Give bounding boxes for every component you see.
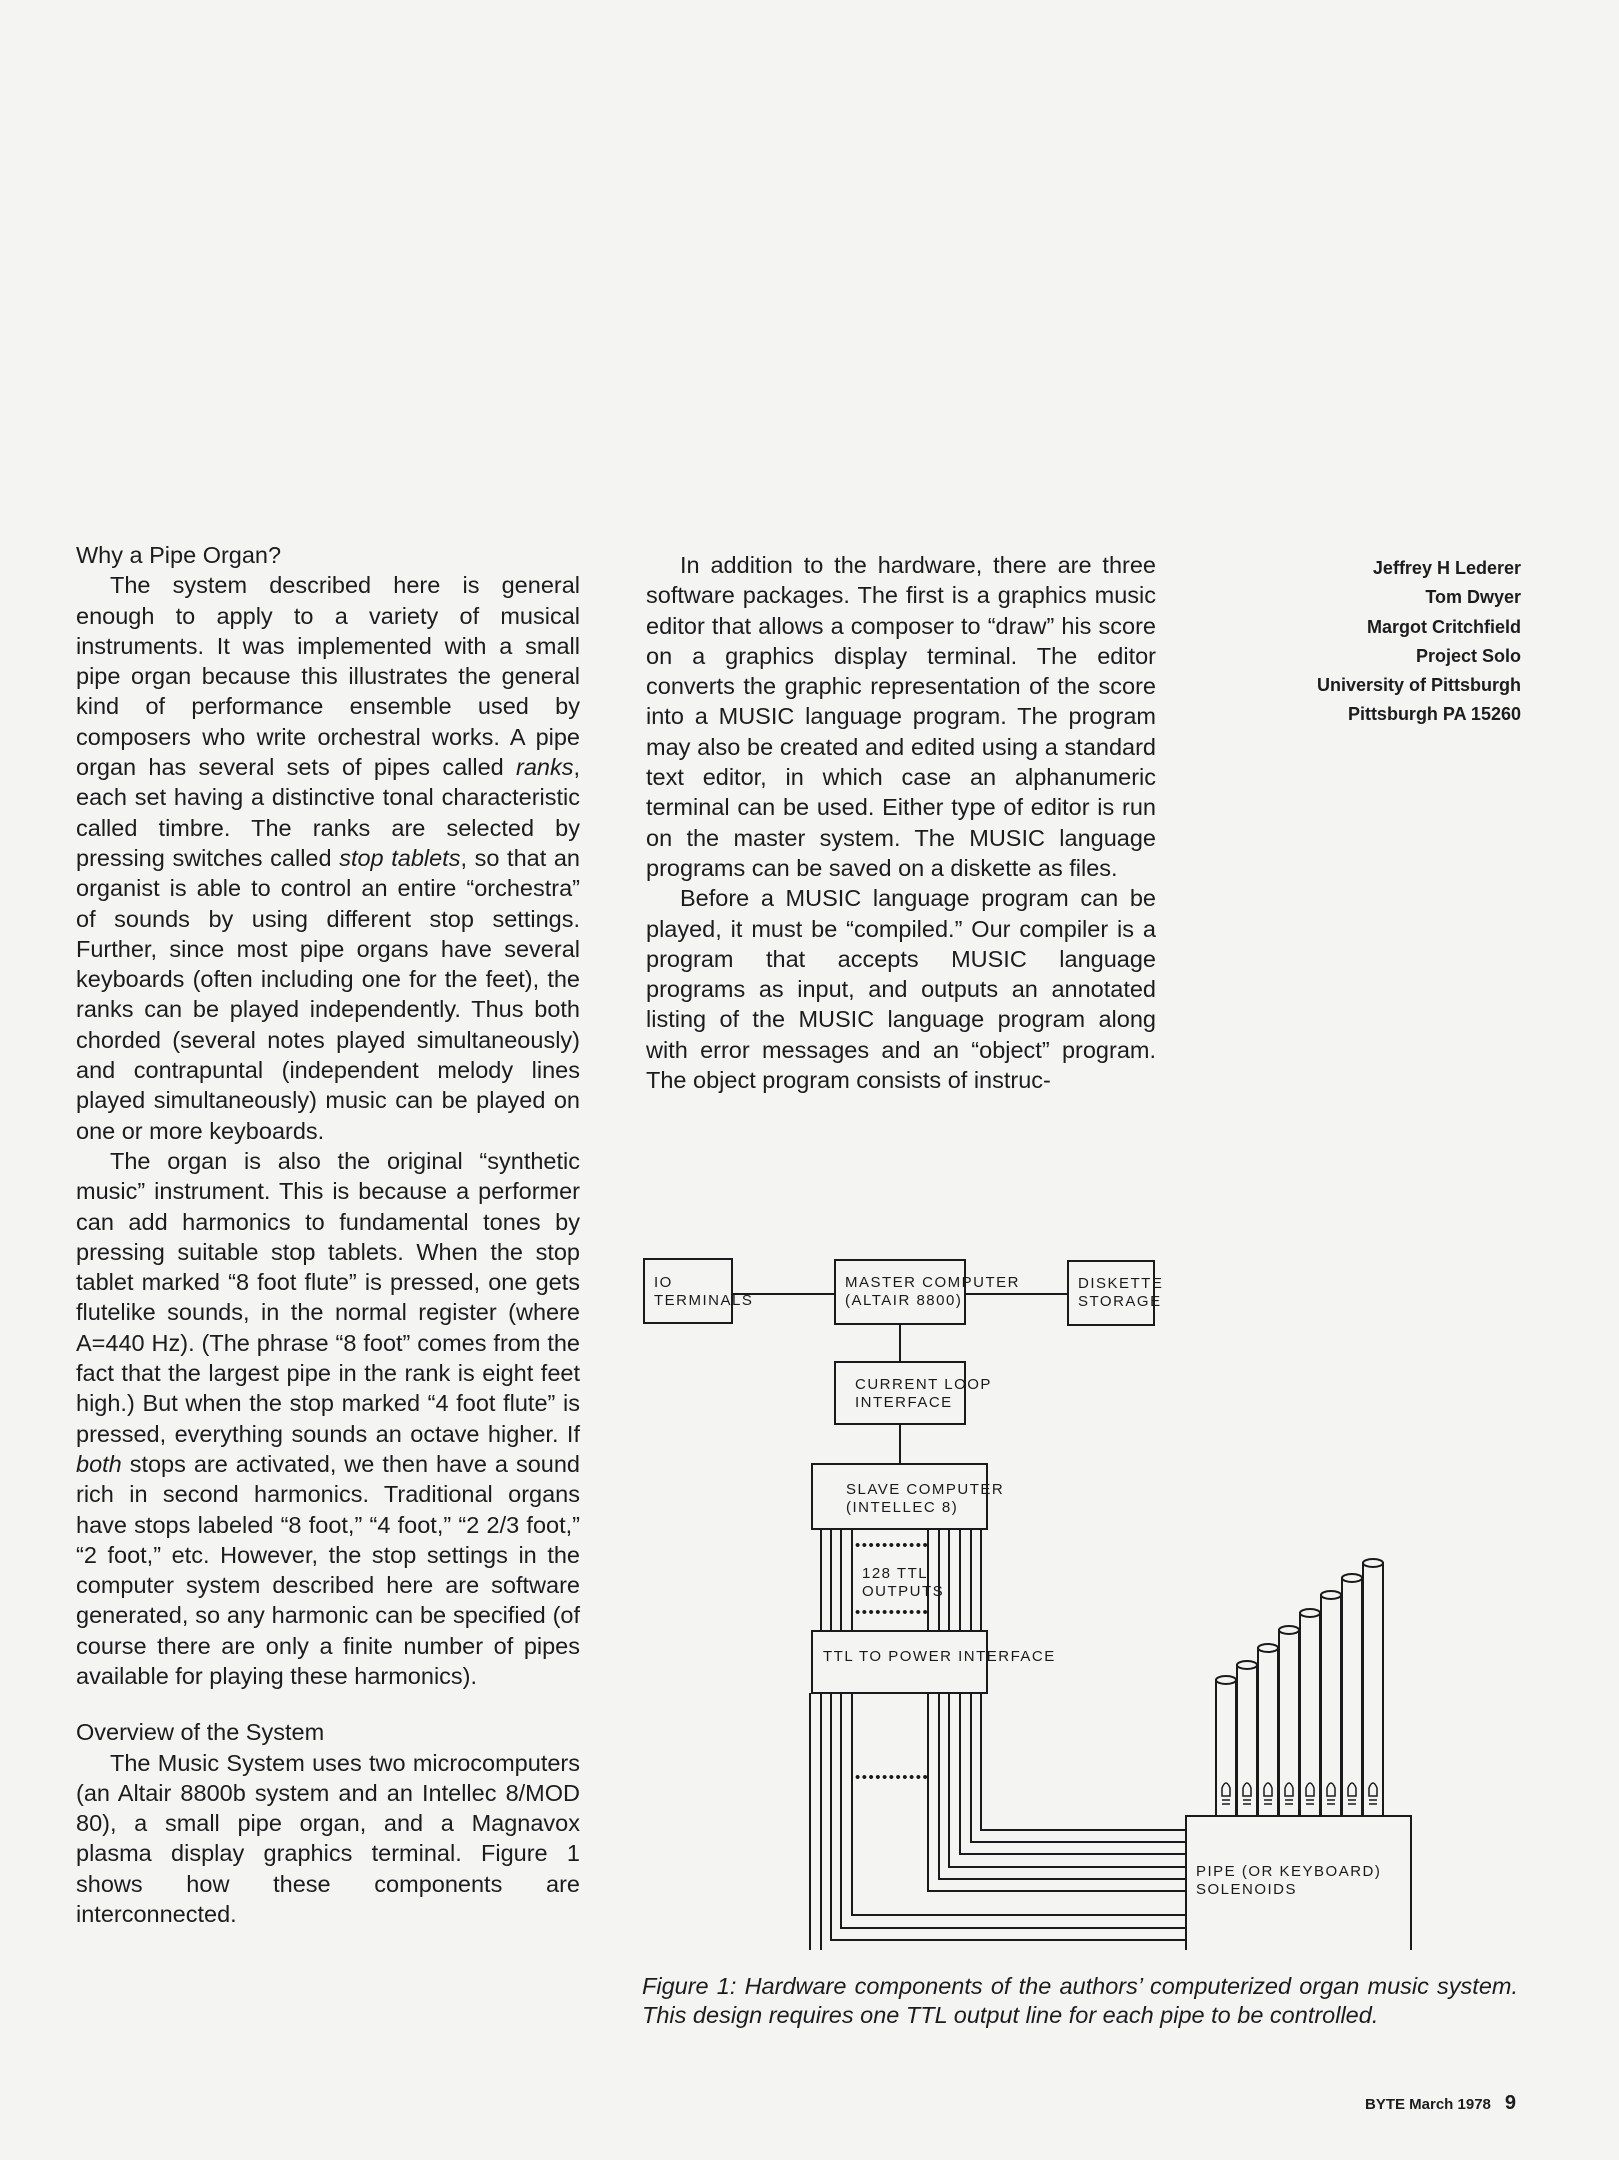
- paragraph: [76, 1146, 580, 1691]
- io-terminals-box: [644, 1259, 732, 1323]
- paragraph: The Music System uses two microcomputers (an Altair 8800b system and an Intellec 8/MOD 80), a small pipe organ, and a Magnavox plasma display graphics terminal. Figure 1 shows how these components are interconnected.: [76, 1749, 580, 1928]
- organ-pipes: [1216, 1559, 1383, 1816]
- current-loop-box: [835, 1362, 965, 1424]
- ttl-outputs-label: OUTPUTS: [862, 1583, 945, 1600]
- ttl-outputs-label: 128 TTL: [862, 1565, 929, 1582]
- author-affiliation: University of Pittsburgh: [1316, 675, 1521, 696]
- author-name: Tom Dwyer: [1425, 587, 1521, 608]
- author-affiliation: Project Solo: [1415, 645, 1521, 666]
- solenoids-label: PIPE (OR KEYBOARD): [1196, 1863, 1382, 1880]
- article-column-middle: [646, 550, 1156, 1095]
- paragraph: [76, 570, 580, 1146]
- paragraph-text: stops are activated, we then have a sound rich in second harmonics. Traditional organs have stops labeled “8 foot,” “4 foot,” “2 2/3 foot,” “2 foot,” etc. However, the stop settings in the computer system described here are software generated, so any harmonic can be specified (of course there are only a finite number of pipes available for playing these harmonics).: [76, 1450, 580, 1689]
- dots-separator: •••••••••••: [855, 1769, 930, 1786]
- author-name: Margot Critchfield: [1366, 616, 1521, 637]
- section-heading-why-pipe-organ: Why a Pipe Organ?: [76, 542, 282, 568]
- paragraph: In addition to the hardware, there are three software packages. The first is a graphics music editor that allows a composer to “draw” his score on a graphics display terminal. The editor converts the graphic representation of the score into a MUSIC language program. The program may also be created and edited using a standard text editor, in which case an alphanumeric terminal can be used. Either type of editor is run on the master system. The MUSIC language programs can be saved on a diskette as files.: [646, 552, 1156, 881]
- master-computer-label: MASTER COMPUTER: [845, 1274, 1021, 1291]
- author-address: Pittsburgh PA 15260: [1347, 704, 1521, 725]
- diskette-label: DISKETTE: [1078, 1275, 1164, 1292]
- paragraph-text: The organ is also the original “synthetic music” instrument. This is because a performer can add harmonics to fundamental tones by pressing suitable stop tablets. When the stop tablet marked “8 foot flute” is pressed, one gets flutelike sounds, in the normal register (where A=440 Hz). (The phrase “8 foot” comes from the fact that the largest pipe in the rank is eight feet high.) But when the stop marked “4 foot flute” is pressed, everything sounds an octave higher. If: [76, 1147, 580, 1447]
- hardware-diagram: [640, 1250, 1520, 1950]
- slave-computer-label: SLAVE COMPUTER: [846, 1481, 1005, 1498]
- dots-separator: •••••••••••: [855, 1537, 930, 1554]
- solenoids-label: SOLENOIDS: [1196, 1881, 1298, 1898]
- magazine-issue: BYTE March 1978: [1364, 2096, 1491, 2113]
- paragraph-text: The system described here is general enough to apply to a variety of musical instruments. It was implemented with a small pipe organ because this illustrates the general kind of performance ensemble used by composers who write orchestral works. A pipe organ has several sets of pipes called: [76, 572, 580, 781]
- paragraph-text: , each set having a distinctive tonal characteristic called timbre. The ranks are selected by pressing switches called: [76, 754, 580, 871]
- ttl-power-label: TTL TO POWER INTERFACE: [823, 1648, 1056, 1665]
- master-computer-label: (ALTAIR 8800): [845, 1292, 963, 1309]
- article-column-left: [76, 540, 580, 1929]
- current-loop-label: CURRENT LOOP: [855, 1376, 992, 1393]
- figure-caption: Figure 1: Hardware components of the authors’ computerized organ music system. This design requires one TTL output line for each pipe to be controlled.: [642, 1973, 1518, 2028]
- io-terminals-label: IO: [654, 1274, 673, 1291]
- io-terminals-label: TERMINALS: [654, 1292, 754, 1309]
- diskette-label: STORAGE: [1078, 1293, 1162, 1310]
- current-loop-label: INTERFACE: [855, 1394, 953, 1411]
- slave-computer-label: (INTELLEC 8): [846, 1499, 959, 1516]
- paragraph-text: , so that an organist is able to control an entire “orchestra” of sounds by using different stop settings. Further, since most pipe organs have several keyboards (often including one for the feet), the ranks can be played independently. Thus both chorded (several notes played simultaneously) and contrapuntal (independent melody lines played simultaneously) music can be played on one or more keyboards.: [76, 844, 580, 1144]
- author-name: Jeffrey H Lederer: [1372, 558, 1521, 578]
- emphasis-stop-tablets: stop tablets: [339, 844, 461, 871]
- dots-separator: •••••••••••: [855, 1604, 930, 1621]
- page-footer: [1365, 2092, 1516, 2115]
- author-byline: [1317, 554, 1521, 730]
- diagram-svg: [640, 1250, 1520, 1950]
- section-heading-overview: Overview of the System: [76, 1719, 325, 1746]
- power-output-lines: [810, 1693, 1186, 1950]
- emphasis-both: both: [76, 1450, 122, 1477]
- paragraph: Before a MUSIC language program can be played, it must be “compiled.” Our compiler is a program that accepts MUSIC language programs as input, and outputs an annotated listing of the MUSIC language program along with error messages and an “object” program. The object program consists of instruc-: [646, 885, 1156, 1094]
- page-number: 9: [1504, 2092, 1516, 2114]
- emphasis-ranks: ranks: [516, 754, 574, 781]
